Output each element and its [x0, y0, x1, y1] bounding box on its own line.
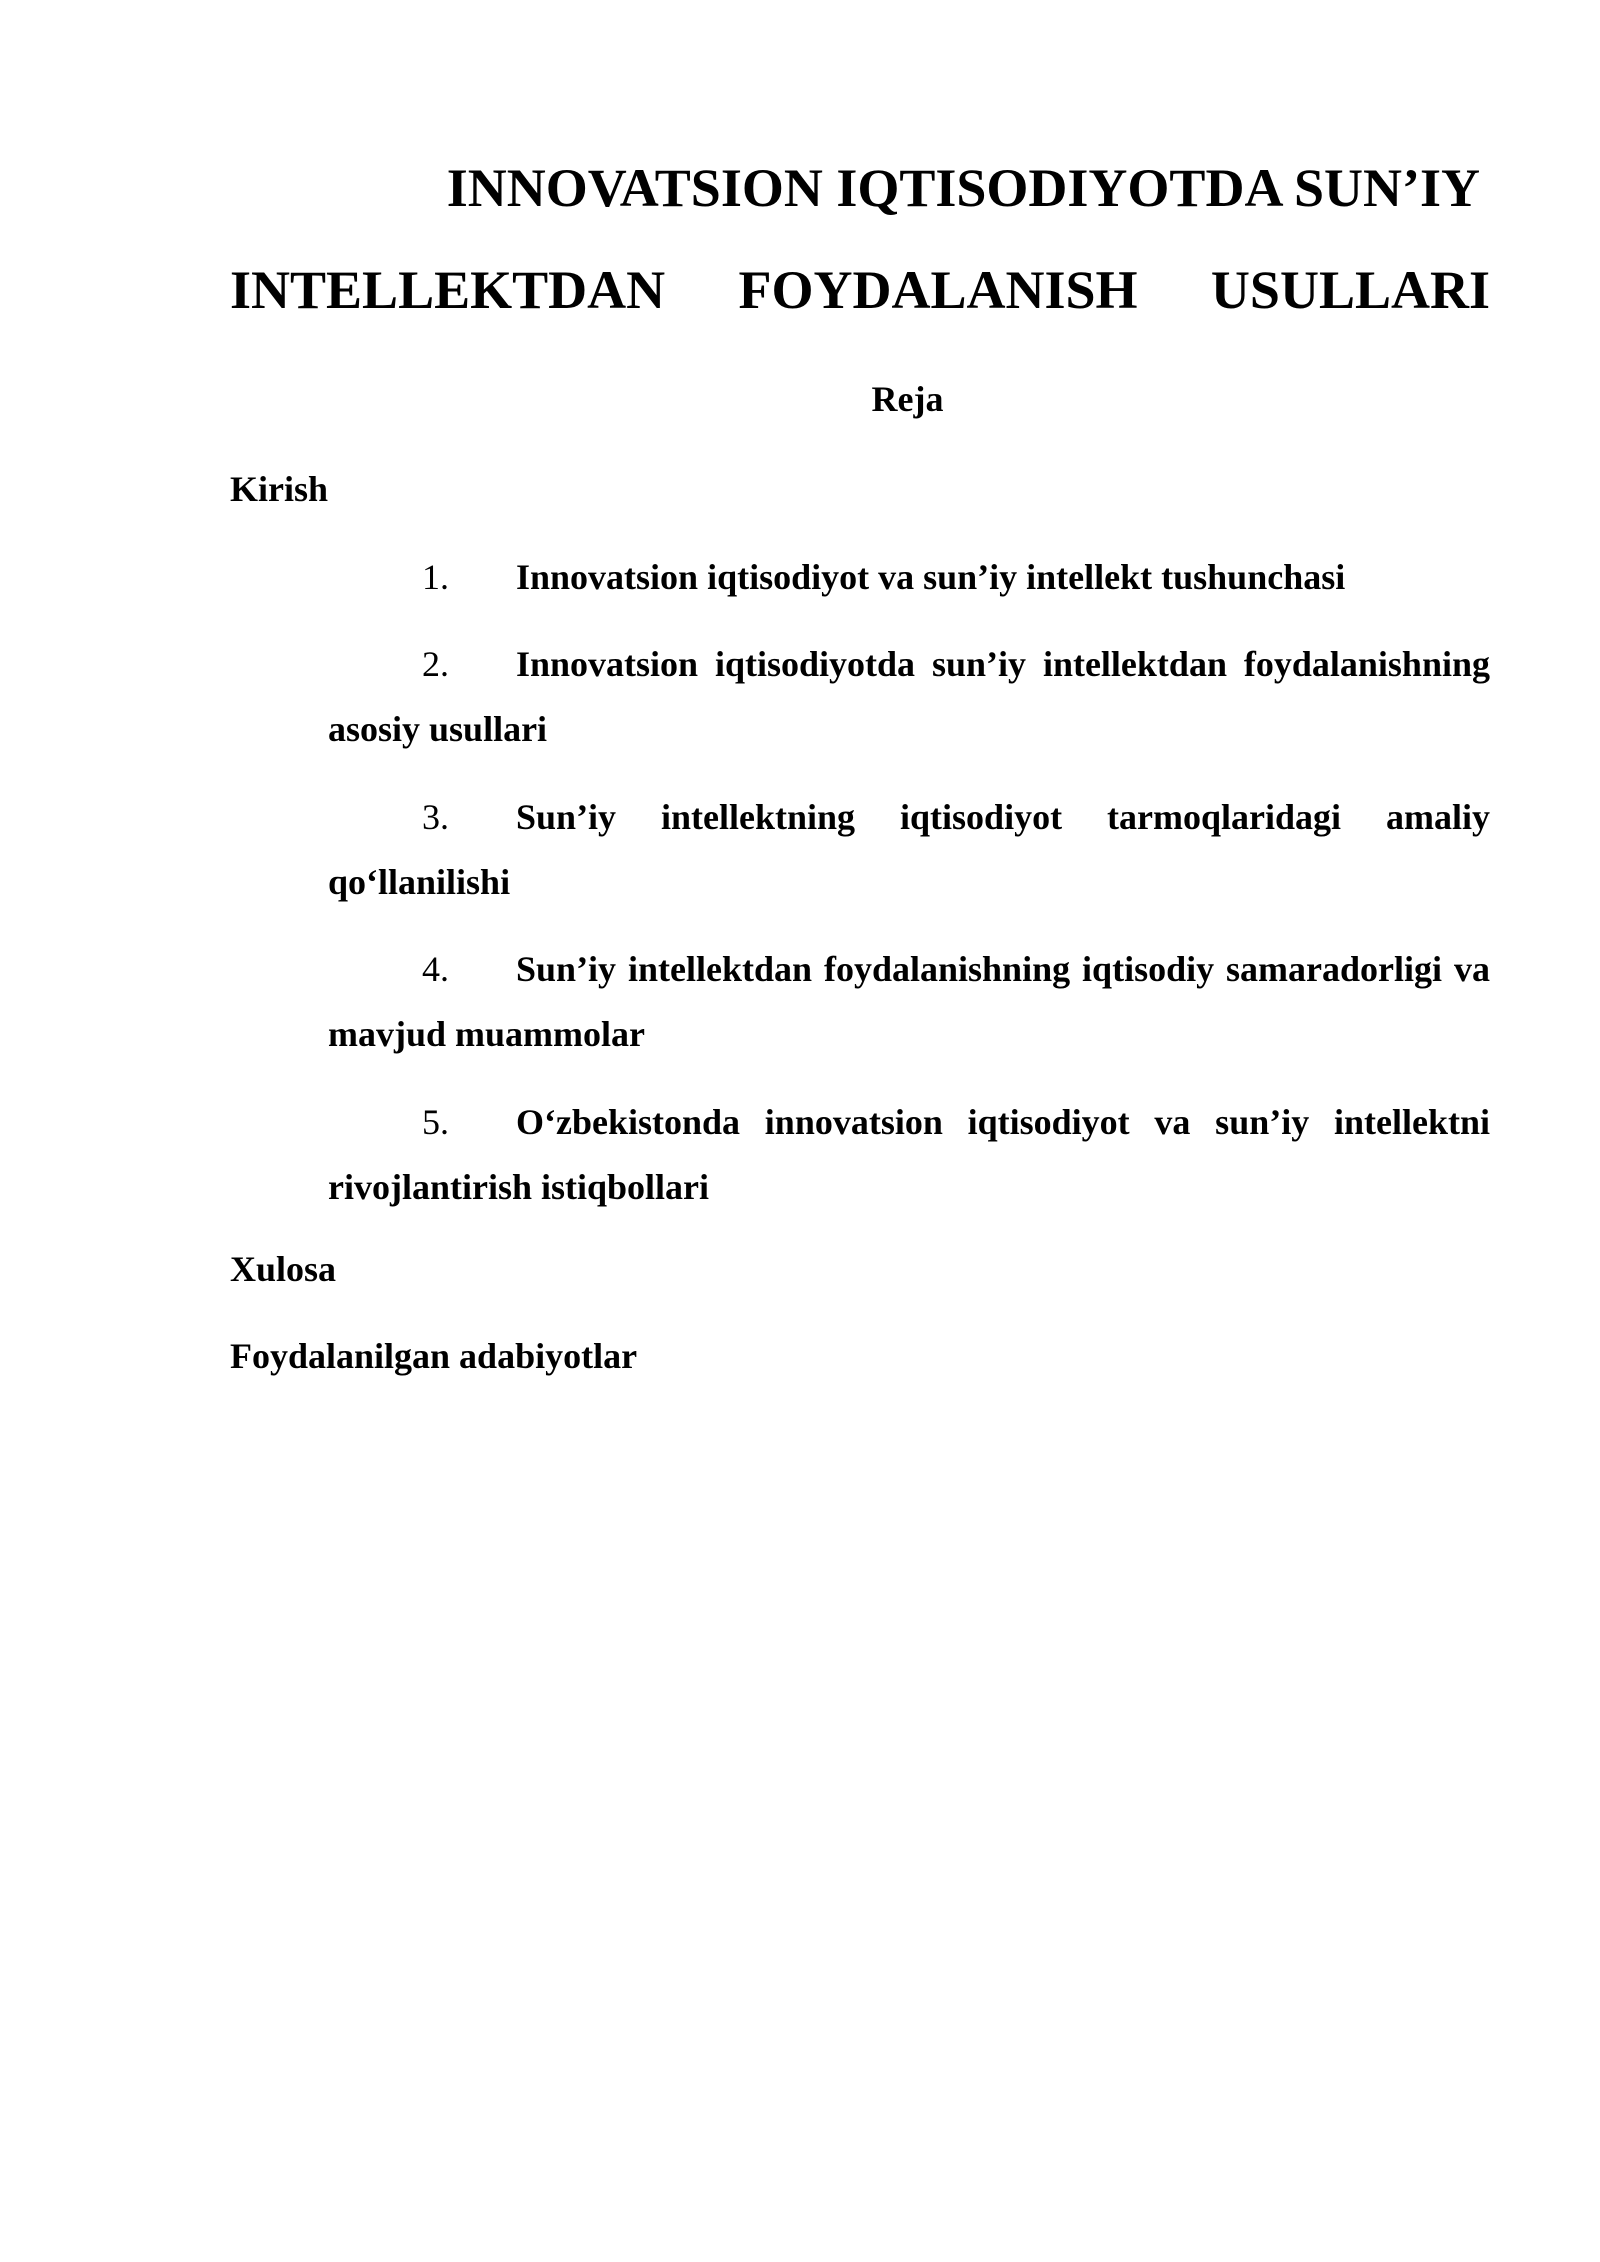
plan-item-4: [328, 937, 1490, 1067]
plan-item-text: Innovatsion iqtisodiyot va sun’iy intellekt tushunchasi: [516, 557, 1346, 597]
plan-item-text: Sun’iy intellektdan foydalanishning iqtisodiy samaradorligi va mavjud muammolar: [328, 949, 1490, 1054]
plan-item-3: [328, 785, 1490, 915]
plan-item-number: 4.: [422, 949, 449, 989]
title-line-2: INTELLEKTDAN FOYDALANISH USULLARI: [230, 260, 1490, 320]
plan-heading: Reja: [871, 379, 944, 419]
plan-item-5: [328, 1090, 1490, 1220]
plan-item-text: Innovatsion iqtisodiyotda sun’iy intellektdan foydalanishning asosiy usullari: [328, 644, 1490, 749]
references-heading: Foydalanilgan adabiyotlar: [230, 1336, 638, 1376]
plan-item-1: [328, 545, 1490, 610]
intro-heading: Kirish: [230, 469, 329, 509]
plan-item-2: [328, 632, 1490, 762]
plan-item-number: 1.: [422, 557, 449, 597]
conclusion-heading: Xulosa: [230, 1249, 337, 1289]
plan-item-text: O‘zbekistonda innovatsion iqtisodiyot va sun’iy intellektni rivojlantirish istiqbollari: [328, 1102, 1490, 1207]
plan-item-number: 3.: [422, 797, 449, 837]
plan-item-text: Sun’iy intellektning iqtisodiyot tarmoqlaridagi amaliy qo‘llanilishi: [328, 797, 1490, 902]
plan-item-number: 5.: [422, 1102, 449, 1142]
title-line-1: INNOVATSION IQTISODIYOTDA SUN’IY: [446, 158, 1480, 218]
plan-item-number: 2.: [422, 644, 449, 684]
